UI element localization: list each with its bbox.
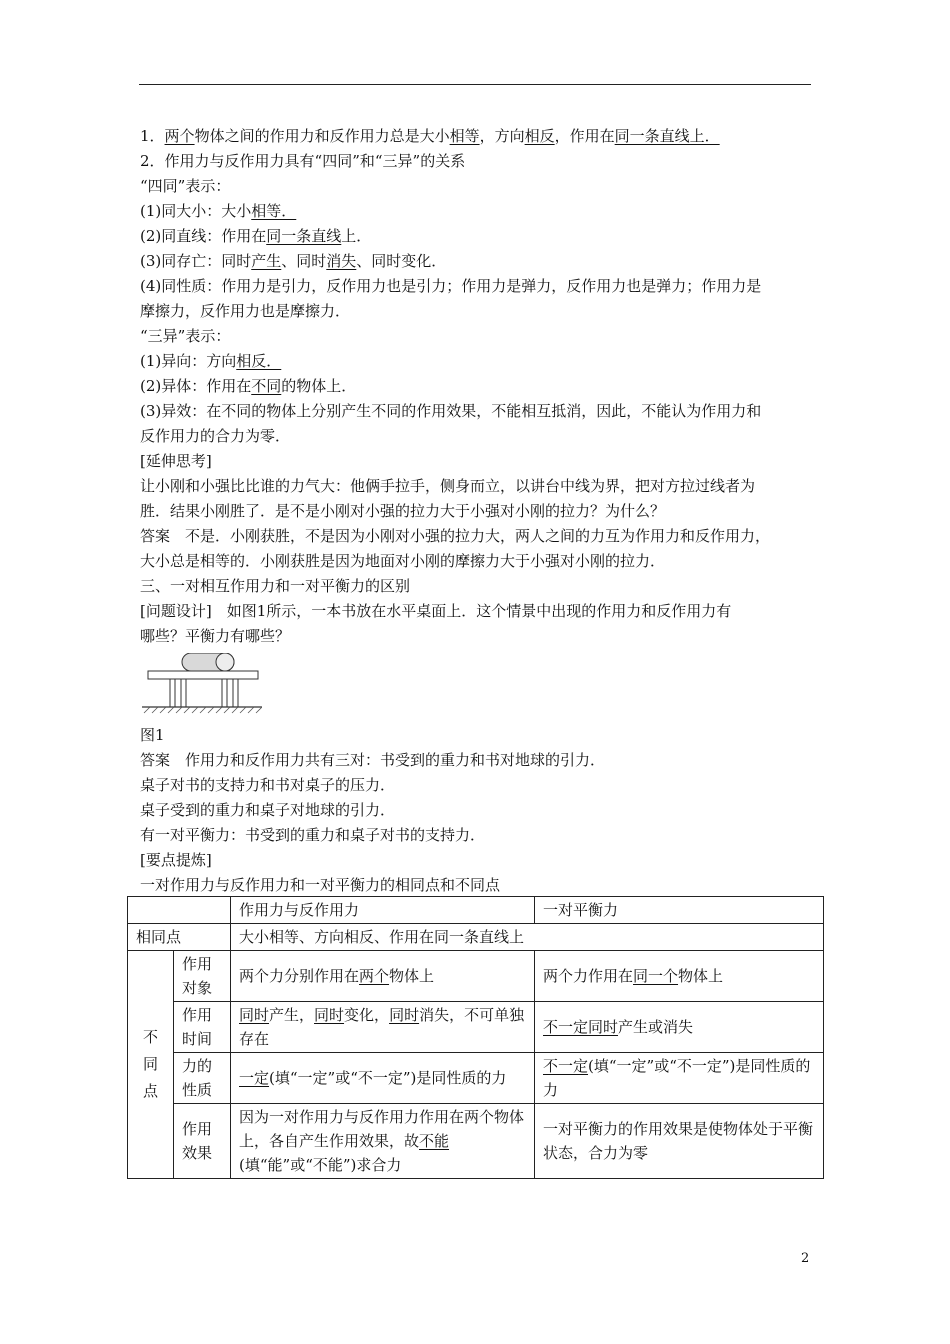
row-label: 作用对象 (174, 951, 231, 1002)
text-run: 摩擦力，反作用力也是摩擦力． (140, 302, 351, 320)
text-run: “三异”表示： (140, 327, 231, 345)
text-run: (2)同直线：作用在 (140, 227, 267, 245)
text-line (140, 624, 824, 649)
underlined-answer: 同一个 (633, 967, 679, 985)
text-run: [要点提炼] (140, 851, 212, 869)
text-line (140, 499, 824, 524)
text-run: (填“一定”或“不一定”)是同性质的力 (543, 1057, 811, 1099)
text-run: 因为一对作用力与反作用力作用在两个物体上，各自产生作用效果，故 (239, 1108, 525, 1150)
text-run: (3)同存亡：同时 (140, 252, 252, 270)
text-run: (4)同性质：作用力是引力，反作用力也是引力；作用力是弹力，反作用力也是弹力；作用力是 (140, 277, 762, 295)
text-run: 的物体上． (281, 377, 357, 395)
text-run: 一对作用力与反作用力和一对平衡力的相同点和不同点 (140, 876, 501, 894)
same-label: 相同点 (128, 924, 231, 951)
text-run: [问题设计] 如图1所示，一本书放在水平桌面上．这个情景中出现的作用力和反作用力有 (140, 602, 732, 620)
text-run: 答案 作用力和反作用力共有三对：书受到的重力和书对地球的引力． (140, 751, 606, 769)
underlined-answer: 同一条直线 (266, 227, 342, 245)
underlined-answer: 消失 (326, 252, 357, 270)
text-run: 、同时变化． (356, 252, 447, 270)
text-run: 桌子对书的支持力和书对桌子的压力． (140, 776, 396, 794)
text-run: (2)异体：作用在 (140, 377, 252, 395)
text-run: 物体之间的作用力和反作用力总是大小 (194, 127, 450, 145)
row-cell-action-reaction (231, 1104, 535, 1179)
row-cell-balanced (535, 951, 824, 1002)
text-run: (1)异向：方向 (140, 352, 237, 370)
text-run: 答案 不是．小刚获胜，不是因为小刚对小强的拉力大，两人之间的力互为作用力和反作用力， (140, 527, 771, 545)
row-cell-action-reaction (231, 951, 535, 1002)
text-line (140, 374, 824, 399)
underlined-answer: 不同 (251, 377, 282, 395)
text-run: 2．作用力与反作用力具有“四同”和“三异”的关系 (140, 152, 466, 170)
text-line (140, 748, 824, 773)
text-run: 大小总是相等的．小刚获胜是因为地面对小刚的摩擦力大于小强对小刚的拉力． (140, 552, 666, 570)
text-line (140, 773, 824, 798)
row-cell-balanced (535, 1104, 824, 1179)
book-on-table-figure (142, 653, 262, 717)
underlined-answer: 相反 (524, 127, 555, 145)
table-row (128, 1104, 824, 1179)
text-run: 桌子受到的重力和桌子对地球的引力． (140, 801, 396, 819)
text-line (140, 449, 824, 474)
text-run: 变化， (344, 1006, 390, 1024)
text-run: 产生或消失 (618, 1018, 694, 1036)
text-run: “四同”表示： (140, 177, 231, 195)
same-text: 大小相等、方向相反、作用在同一条直线上 (231, 924, 824, 951)
page-number: 2 (801, 1251, 810, 1266)
underlined-answer: 同一条直线上． (614, 127, 720, 145)
text-run: 1． (140, 127, 165, 145)
text-run: (填“能”或“不能”)求合力 (239, 1156, 402, 1174)
underlined-answer: 同时 (239, 1006, 270, 1024)
text-run: 、同时 (281, 252, 327, 270)
text-run: 反作用力的合力为零． (140, 427, 291, 445)
text-run: (1)同大小：大小 (140, 202, 252, 220)
table-row (128, 1053, 824, 1104)
table-corner-cell (128, 897, 231, 924)
text-line (140, 599, 824, 624)
header-balanced-forces: 一对平衡力 (535, 897, 824, 924)
underlined-answer: 同时 (314, 1006, 345, 1024)
text-line (140, 174, 824, 199)
underlined-answer: 不一定同时 (543, 1018, 619, 1036)
underlined-answer: 不能 (419, 1132, 450, 1150)
underlined-answer: 相等 (449, 127, 480, 145)
text-line (140, 324, 824, 349)
row-cell-action-reaction (231, 1053, 535, 1104)
row-label: 力的性质 (174, 1053, 231, 1104)
header-action-reaction: 作用力与反作用力 (231, 897, 535, 924)
text-line (140, 873, 824, 898)
underlined-answer: 相等． (251, 202, 297, 220)
text-line (140, 474, 824, 499)
underlined-answer: 两个 (164, 127, 195, 145)
text-line (140, 299, 824, 324)
document-body (140, 124, 824, 898)
row-cell-action-reaction (231, 1002, 535, 1053)
text-line (140, 823, 824, 848)
text-run: 产生， (269, 1006, 315, 1024)
text-run: (填“一定”或“不一定”)是同性质的力 (269, 1069, 507, 1087)
text-line (140, 848, 824, 873)
row-label: 作用时间 (174, 1002, 231, 1053)
text-run: 一对平衡力的作用效果是使物体处于平衡状态，合力为零 (543, 1120, 814, 1162)
text-block-after-figure (140, 748, 824, 898)
figure-caption: 图1 (140, 726, 165, 744)
table-row (128, 951, 824, 1002)
text-run: (3)异效：在不同的物体上分别产生不同的作用效果，不能相互抵消，因此，不能认为作用力和 (140, 402, 762, 420)
text-line (140, 574, 824, 599)
underlined-answer: 不一定 (543, 1057, 589, 1075)
text-run: [延伸思考] (140, 452, 212, 470)
text-line (140, 149, 824, 174)
text-run: 有一对平衡力：书受到的重力和桌子对书的支持力． (140, 826, 486, 844)
table-row-same (128, 924, 824, 951)
text-run: 胜．结果小刚胜了．是不是小刚对小强的拉力大于小强对小刚的拉力？为什么？ (140, 502, 666, 520)
text-line (140, 424, 824, 449)
underlined-answer: 一定 (239, 1069, 270, 1087)
text-run: 上． (341, 227, 372, 245)
underlined-answer: 两个 (359, 967, 390, 985)
text-run: 消失，不可单独存在 (239, 1006, 525, 1048)
text-block-before-figure (140, 124, 824, 649)
comparison-table (127, 896, 824, 1179)
underlined-answer: 相反． (236, 352, 282, 370)
row-cell-balanced (535, 1002, 824, 1053)
text-line (140, 124, 824, 149)
text-run: 让小刚和小强比比谁的力气大：他俩手拉手，侧身而立，以讲台中线为界，把对方拉过线者为 (140, 477, 756, 495)
text-line (140, 249, 824, 274)
text-run: 三、一对相互作用力和一对平衡力的区别 (140, 577, 411, 595)
text-run: 两个力作用在 (543, 967, 634, 985)
text-run: ，方向 (479, 127, 525, 145)
text-run: ，作用在 (554, 127, 615, 145)
diff-label: 不同点 (128, 951, 174, 1179)
header-rule (139, 84, 811, 85)
text-line (140, 274, 824, 299)
text-run: 哪些？平衡力有哪些？ (140, 627, 291, 645)
text-run: 两个力分别作用在 (239, 967, 360, 985)
table-header-row (128, 897, 824, 924)
text-line (140, 224, 824, 249)
text-line (140, 798, 824, 823)
text-line (140, 399, 824, 424)
text-run: 物体上 (389, 967, 435, 985)
text-line (140, 524, 824, 549)
text-line (140, 199, 824, 224)
underlined-answer: 产生 (251, 252, 282, 270)
row-label: 作用效果 (174, 1104, 231, 1179)
text-run: 物体上 (678, 967, 724, 985)
underlined-answer: 同时 (389, 1006, 420, 1024)
text-line (140, 549, 824, 574)
row-cell-balanced (535, 1053, 824, 1104)
text-line (140, 349, 824, 374)
table-row (128, 1002, 824, 1053)
